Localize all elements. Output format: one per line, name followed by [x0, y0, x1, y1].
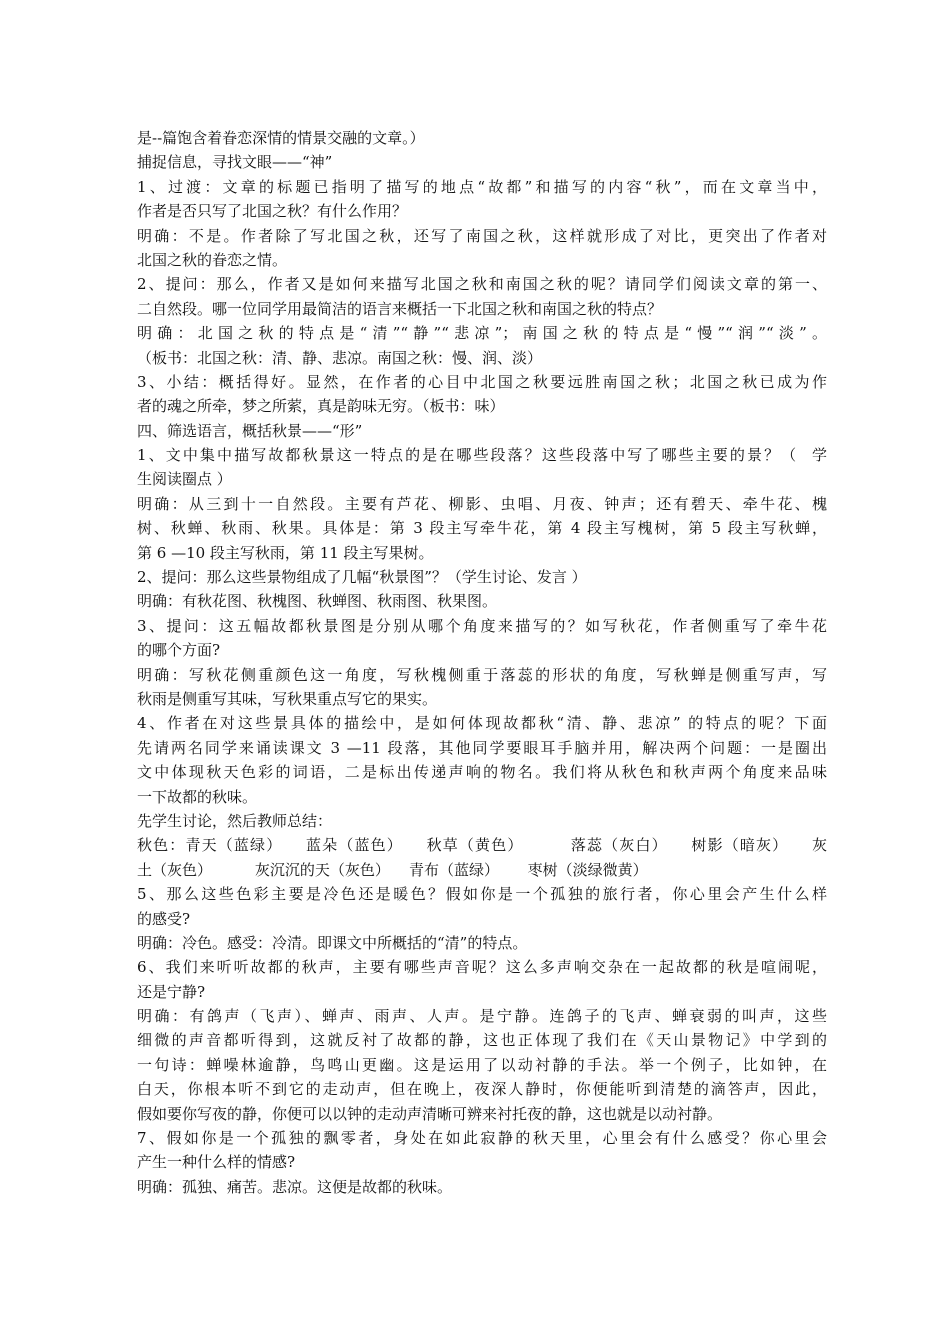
text-line: 明确：有鸽声（飞声）、蝉声、雨声、人声。是宁静。连鸽子的飞声、蝉衰弱的叫声，这些	[137, 1007, 827, 1026]
text-line: 细微的声音都听得到，这就反衬了故都的静，这也正体现了我们在《天山景物记》中学到的	[137, 1031, 827, 1050]
text-line: 北国之秋的眷恋之情。	[137, 250, 288, 269]
text-line: 土（灰色） 灰沉沉的天（灰色） 青布（蓝绿） 枣树（淡绿微黄）	[137, 860, 648, 879]
text-line: 作者是否只写了北国之秋？有什么作用？	[137, 202, 408, 221]
document-page	[137, 126, 827, 1199]
text-line: 捕捉信息，寻找文眼——“神”	[137, 153, 333, 172]
text-line: 6、我们来听听故都的秋声，主要有哪些声音呢？这么多声响交杂在一起故都的秋是喧闹呢，	[137, 958, 827, 977]
text-line: 秋色：青天（蓝绿） 蓝朵（蓝色） 秋草（黄色） 落蕊（灰白） 树影（暗灰） 灰	[137, 836, 827, 855]
text-line: 2、提问：那么，作者又是如何来描写北国之秋和南国之秋的呢？请同学们阅读文章的第一、	[137, 275, 827, 294]
text-line: 的感受?	[137, 909, 191, 928]
text-line: 5、那么这些色彩主要是冷色还是暖色？假如你是一个孤独的旅行者，你心里会产生什么样	[137, 885, 827, 904]
text-line: 文中体现秋天色彩的词语，二是标出传递声响的物名。我们将从秋色和秋声两个角度来品味	[137, 763, 827, 782]
text-line: 3、提问：这五幅故都秋景图是分别从哪个角度来描写的？如写秋花，作者侧重写了牵牛花	[137, 616, 827, 635]
text-line: 明确：冷色。感受：冷清。即课文中所概括的“清”的特点。	[137, 933, 528, 952]
text-line: 生阅读圈点 ）	[137, 470, 232, 489]
text-line: 树、秋蝉、秋雨、秋果。具体是：第 3 段主写牵牛花，第 4 段主写槐树，第 5 段主写秋蝉，	[137, 519, 827, 538]
text-line: 白天，你根本听不到它的走动声，但在晚上，夜深人静时，你便能听到清楚的滴答声，因此，	[137, 1080, 827, 1099]
text-line: 先学生讨论，然后教师总结：	[137, 811, 333, 830]
text-line: 假如要你写夜的静，你便可以以钟的走动声清晰可辨来衬托夜的静，这也就是以动衬静。	[137, 1104, 723, 1123]
text-line: 第 6 —10 段主写秋雨，第 11 段主写果树。	[137, 543, 434, 562]
text-line: 产生一种什么样的情感?	[137, 1153, 296, 1172]
text-line: 者的魂之所牵，梦之所萦，真是韵味无穷。（板书：味）	[137, 397, 505, 416]
text-line: 7、假如你是一个孤独的飘零者，身处在如此寂静的秋天里，心里会有什么感受？你心里会	[137, 1129, 827, 1148]
text-line: 明确：有秋花图、秋槐图、秋蝉图、秋雨图、秋果图。	[137, 592, 498, 611]
text-line: （板书：北国之秋：清、静、悲凉。南国之秋：慢、润、淡）	[137, 348, 543, 367]
text-line: 明确：孤独、痛苦。悲凉。这便是故都的秋味。	[137, 1177, 453, 1196]
text-line: 是--篇饱含着眷恋深情的情景交融的文章。）	[137, 129, 425, 147]
text-line: 3、小结：概括得好。显然，在作者的心目中北国之秋要远胜南国之秋；北国之秋已成为作	[137, 372, 827, 391]
text-line: 一下故都的秋味。	[137, 787, 258, 806]
text-line: 明确：北国之秋的特点是“清”“静”“悲凉”；南国之秋的特点是“慢”“润”“淡”。	[137, 324, 827, 343]
text-line: 明确：从三到十一自然段。主要有芦花、柳影、虫唱、月夜、钟声；还有碧天、牵牛花、槐	[137, 494, 827, 513]
text-line: 还是宁静?	[137, 982, 206, 1001]
section-heading: 四、筛选语言，概括秋景——“形”	[137, 421, 363, 440]
text-line: 秋雨是侧重写其味，写秋果重点写它的果实。	[137, 689, 438, 708]
text-line: 的哪个方面?	[137, 641, 221, 660]
text-line: 1、文中集中描写故都秋景这一特点的是在哪些段落？这些段落中写了哪些主要的景？（ 学	[137, 446, 827, 465]
text-line: 先请两名同学来诵读课文 3 —11 段落，其他同学要眼耳手脑并用，解决两个问题：一是圈出	[137, 738, 827, 757]
text-line: 明确：写秋花侧重颜色这一角度，写秋槐侧重于落蕊的形状的角度，写秋蝉是侧重写声，写	[137, 665, 827, 684]
text-line: 二自然段。哪一位同学用最简洁的语言来概括一下北国之秋和南国之秋的特点？	[137, 299, 663, 318]
text-line: 一句诗：蝉噪林逾静，鸟鸣山更幽。这是运用了以动衬静的手法。举一个例子，比如钟，在	[137, 1055, 827, 1074]
text-line: 2、提问：那么这些景物组成了几幅“秋景图”？（学生讨论、发言 ）	[137, 568, 587, 587]
text-line: 明确：不是。作者除了写北国之秋，还写了南国之秋，这样就形成了对比，更突出了作者对	[137, 226, 827, 245]
text-line: 1、过渡：文章的标题已指明了描写的地点“故都”和描写的内容“秋”，而在文章当中，	[137, 177, 827, 196]
text-line: 4、作者在对这些景具体的描绘中，是如何体现故都秋“清、静、悲凉” 的特点的呢？下面	[137, 714, 827, 733]
